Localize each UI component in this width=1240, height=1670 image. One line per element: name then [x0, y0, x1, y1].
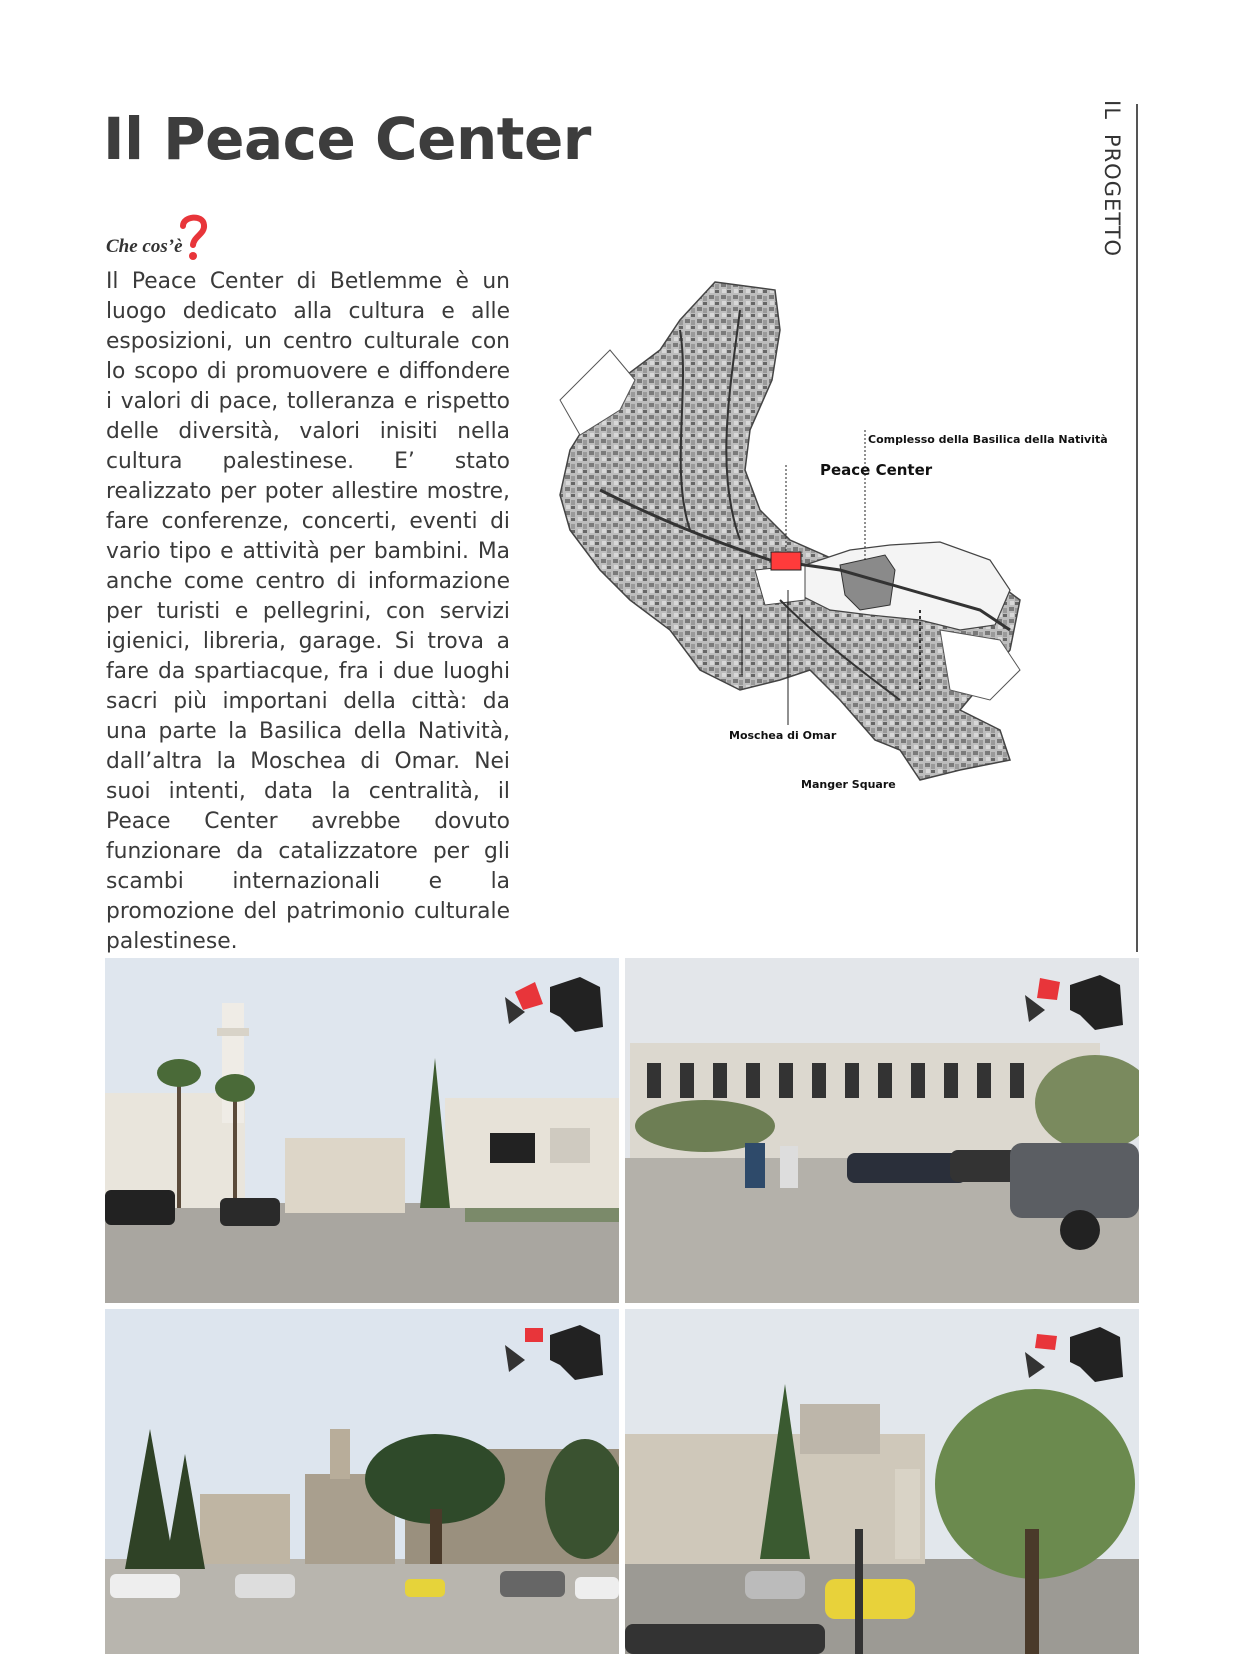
- question-mark-icon: [178, 212, 208, 262]
- map-label-basilica: Complesso della Basilica della Natività: [868, 433, 1108, 446]
- locator-icon: [495, 1320, 613, 1386]
- section-label-il: IL: [1100, 100, 1124, 120]
- body-paragraph: Il Peace Center di Betlemme è un luogo dedicato alla cultura e alle esposizioni, un centro culturale con lo scopo di promuovere e diffondere i valori di pace, tolleranza e rispetto delle diversità, valori inisiti nella cultura palestinese. E’ stato realizzato per poter allestire mostre, fare conferenze, concerti, eventi di vario tipo e attività per bambini. Ma anche come centro di informazione per turisti e pellegrini, con servizi igienici, libreria, garage. Si trova a fare da spartiacque, fra i due luoghi sacri più importani della città: da una parte la Basilica della Natività, dall’altra la Moschea di Omar. Nei suoi intenti, data la centralità, il Peace Center avrebbe dovuto funzionare da catalizzatore per gli scambi internazionali e la promozione del patrimonio culturale palestinese.: [106, 269, 510, 954]
- section-label: [1100, 100, 1124, 257]
- locator-icon: [495, 972, 613, 1038]
- site-map: [540, 270, 1100, 840]
- locator-icon: [1015, 1322, 1133, 1388]
- map-label-manger: Manger Square: [801, 778, 896, 791]
- page-title: Il Peace Center: [103, 105, 591, 173]
- peace-center-marker: [771, 552, 801, 570]
- town-fabric: [560, 282, 1020, 780]
- map-label-omar: Moschea di Omar: [729, 729, 837, 742]
- section-subtitle: Che cos’è: [106, 236, 183, 257]
- locator-icon: [1015, 970, 1133, 1036]
- section-divider: [1136, 104, 1138, 952]
- section-label-progetto: PROGETTO: [1100, 133, 1124, 258]
- map-label-peace-center: Peace Center: [820, 461, 933, 479]
